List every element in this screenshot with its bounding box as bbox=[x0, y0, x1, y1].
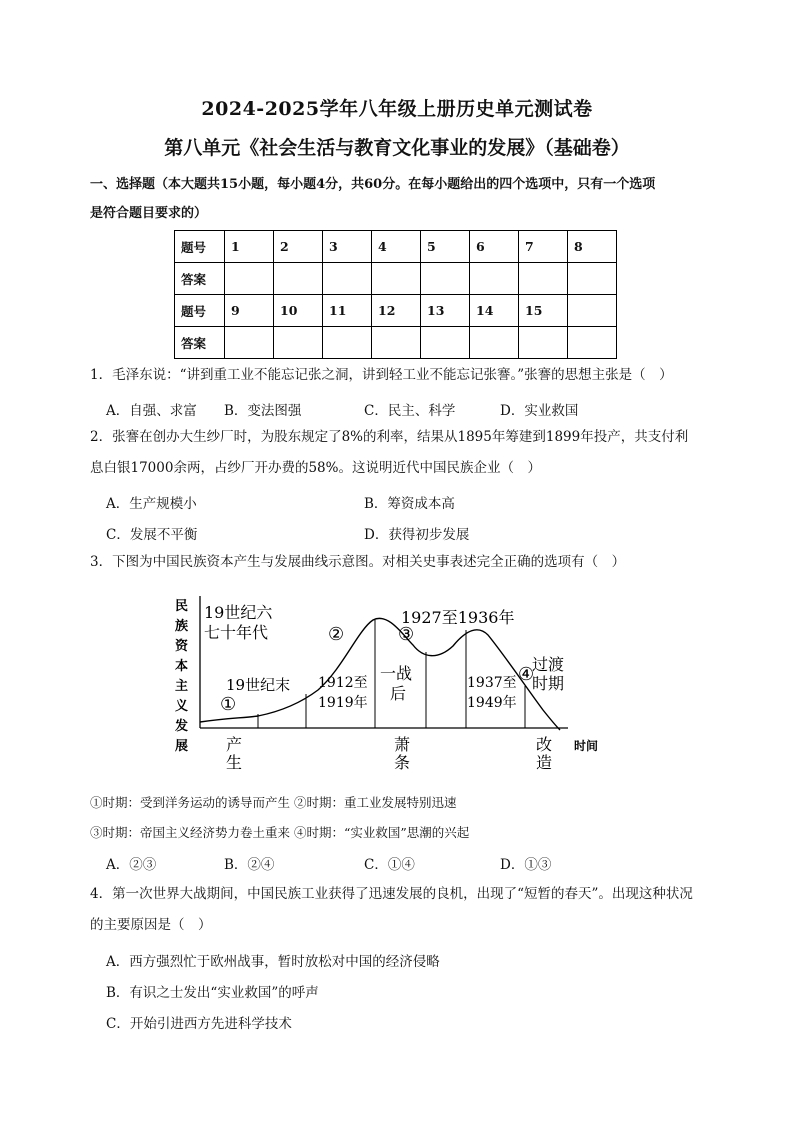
question-4-stem-line2: 的主要原因是（ ） bbox=[90, 917, 212, 933]
answer-cell[interactable] bbox=[470, 263, 519, 295]
question-number-cell: 1 bbox=[225, 231, 274, 263]
label-1912-line1: 1912至 bbox=[318, 675, 368, 691]
y-label-char: 本 bbox=[175, 659, 189, 674]
table-row bbox=[175, 263, 617, 295]
answer-cell[interactable] bbox=[274, 263, 323, 295]
label-1927: 1927至1936年 bbox=[401, 608, 515, 627]
question-number-cell: 10 bbox=[274, 295, 323, 327]
question-number-cell: 3 bbox=[323, 231, 372, 263]
y-label-char: 义 bbox=[175, 699, 189, 714]
q2-option-d[interactable]: D．获得初步发展 bbox=[364, 527, 470, 543]
question-number-cell: 9 bbox=[225, 295, 274, 327]
q4-option-a[interactable]: A．西方强烈忙于欧州战事，暂时放松对中国的经济侵略 bbox=[106, 954, 440, 970]
label-sixties-line2: 七十年代 bbox=[204, 623, 269, 642]
question-2-stem-line1: 2．张謇在创办大生纱厂时，为股东规定了8%的利率，结果从1895年筹建到1899年投产，共支付利 bbox=[90, 429, 689, 445]
table-header-number: 题号 bbox=[175, 295, 225, 327]
q3-option-d[interactable]: D．①③ bbox=[500, 857, 552, 873]
answer-cell[interactable] bbox=[323, 263, 372, 295]
question-number-cell: 7 bbox=[519, 231, 568, 263]
q4-option-b[interactable]: B．有识之士发出“实业救国”的呼声 bbox=[106, 985, 319, 1001]
question-3-note2: ③时期：帝国主义经济势力卷土重来 ④时期：“实业救国”思潮的兴起 bbox=[90, 825, 470, 840]
q2-option-b[interactable]: B．筹资成本高 bbox=[364, 496, 455, 512]
q3-option-a[interactable]: A．②③ bbox=[106, 857, 157, 873]
label-1937-line2: 1949年 bbox=[467, 695, 517, 711]
section-heading-line1: 一、选择题（本大题共15小题，每小题4分，共60分。在每小题给出的四个选项中，只有一个选项 bbox=[90, 177, 656, 192]
question-number-cell: 2 bbox=[274, 231, 323, 263]
question-3-stem: 3．下图为中国民族资本产生与发展曲线示意图。对相关史事表述完全正确的选项有（ ） bbox=[90, 554, 626, 570]
bottom-label-decline-1: 萧 bbox=[394, 735, 411, 754]
label-1912-line2: 1919年 bbox=[318, 695, 368, 711]
question-number-cell: 5 bbox=[421, 231, 470, 263]
exam-subtitle: 第八单元《社会生活与教育文化事业的发展》（基础卷） bbox=[164, 137, 630, 159]
bottom-label-birth-2: 生 bbox=[226, 753, 243, 772]
question-number-cell: 6 bbox=[470, 231, 519, 263]
national-capital-curve-figure bbox=[168, 590, 608, 780]
label-transition-line1: 过渡 bbox=[532, 655, 565, 674]
question-number-cell: 12 bbox=[372, 295, 421, 327]
marker-2: ② bbox=[328, 624, 345, 645]
question-1-stem: 1．毛泽东说：“讲到重工业不能忘记张之洞，讲到轻工业不能忘记张謇。”张謇的思想主张是（ ） bbox=[90, 367, 673, 383]
question-3-note1: ①时期：受到洋务运动的诱导而产生 ②时期：重工业发展特别迅速 bbox=[90, 795, 457, 810]
exam-title: 2024-2025学年八年级上册历史单元测试卷 bbox=[201, 98, 593, 120]
answer-cell[interactable] bbox=[372, 263, 421, 295]
answer-cell[interactable] bbox=[519, 327, 568, 359]
q2-option-a[interactable]: A．生产规模小 bbox=[106, 496, 197, 512]
q1-option-b[interactable]: B．变法图强 bbox=[224, 403, 302, 419]
answer-cell[interactable] bbox=[225, 263, 274, 295]
question-number-cell: 13 bbox=[421, 295, 470, 327]
bottom-label-reform-2: 造 bbox=[536, 753, 553, 772]
question-4-stem-line1: 4．第一次世界大战期间，中国民族工业获得了迅速发展的良机，出现了“短暂的春天”。出现这种状况 bbox=[90, 886, 693, 902]
answer-cell[interactable] bbox=[225, 327, 274, 359]
answer-cell[interactable] bbox=[421, 327, 470, 359]
answer-cell[interactable] bbox=[421, 263, 470, 295]
label-sixties-line1: 19世纪六 bbox=[204, 603, 273, 622]
table-header-answer: 答案 bbox=[175, 327, 225, 359]
marker-1: ① bbox=[220, 694, 237, 715]
answer-cell[interactable] bbox=[470, 327, 519, 359]
q1-option-a[interactable]: A．自强、求富 bbox=[106, 403, 197, 419]
marker-4: ④ bbox=[518, 664, 535, 685]
q3-option-b[interactable]: B．②④ bbox=[224, 857, 275, 873]
y-axis-label bbox=[174, 599, 189, 754]
label-transition-line2: 时期 bbox=[532, 674, 565, 693]
answer-cell[interactable] bbox=[274, 327, 323, 359]
answer-cell[interactable] bbox=[568, 327, 617, 359]
x-axis-label: 时间 bbox=[574, 739, 599, 753]
label-postwar-line2: 后 bbox=[390, 684, 407, 703]
table-row bbox=[175, 327, 617, 359]
question-number-cell: 15 bbox=[519, 295, 568, 327]
answer-table bbox=[174, 230, 617, 359]
answer-cell[interactable] bbox=[323, 327, 372, 359]
y-label-char: 展 bbox=[175, 739, 189, 754]
question-2-stem-line2: 息白银17000余两，占纱厂开办费的58%。这说明近代中国民族企业（ ） bbox=[90, 460, 541, 476]
y-label-char: 资 bbox=[175, 639, 189, 654]
y-label-char: 发 bbox=[175, 719, 189, 734]
q4-option-c[interactable]: C．开始引进西方先进科学技术 bbox=[106, 1016, 292, 1032]
q3-option-c[interactable]: C．①④ bbox=[364, 857, 415, 873]
answer-cell[interactable] bbox=[372, 327, 421, 359]
question-number-cell: 14 bbox=[470, 295, 519, 327]
table-header-answer: 答案 bbox=[175, 263, 225, 295]
y-label-char: 主 bbox=[175, 679, 189, 694]
table-header-number: 题号 bbox=[175, 231, 225, 263]
label-postwar-line1: 一战 bbox=[380, 664, 413, 683]
question-number-cell: 8 bbox=[568, 231, 617, 263]
y-label-char: 民 bbox=[175, 599, 189, 614]
q1-option-d[interactable]: D．实业救国 bbox=[500, 403, 579, 419]
q1-option-c[interactable]: C．民主、科学 bbox=[364, 403, 456, 419]
question-number-cell bbox=[568, 295, 617, 327]
answer-cell[interactable] bbox=[568, 263, 617, 295]
question-number-cell: 4 bbox=[372, 231, 421, 263]
bottom-label-reform-1: 改 bbox=[536, 735, 553, 754]
answer-cell[interactable] bbox=[519, 263, 568, 295]
label-1937-line1: 1937至 bbox=[467, 675, 517, 691]
section-heading-line2: 是符合题目要求的） bbox=[90, 206, 208, 221]
bottom-label-decline-2: 条 bbox=[394, 753, 411, 772]
question-number-cell: 11 bbox=[323, 295, 372, 327]
table-row bbox=[175, 231, 617, 263]
y-label-char: 族 bbox=[175, 619, 189, 634]
bottom-label-birth-1: 产 bbox=[226, 735, 243, 754]
label-late-19th: 19世纪末 bbox=[226, 676, 291, 694]
marker-3: ③ bbox=[398, 624, 415, 645]
q2-option-c[interactable]: C．发展不平衡 bbox=[106, 527, 198, 543]
table-row bbox=[175, 295, 617, 327]
